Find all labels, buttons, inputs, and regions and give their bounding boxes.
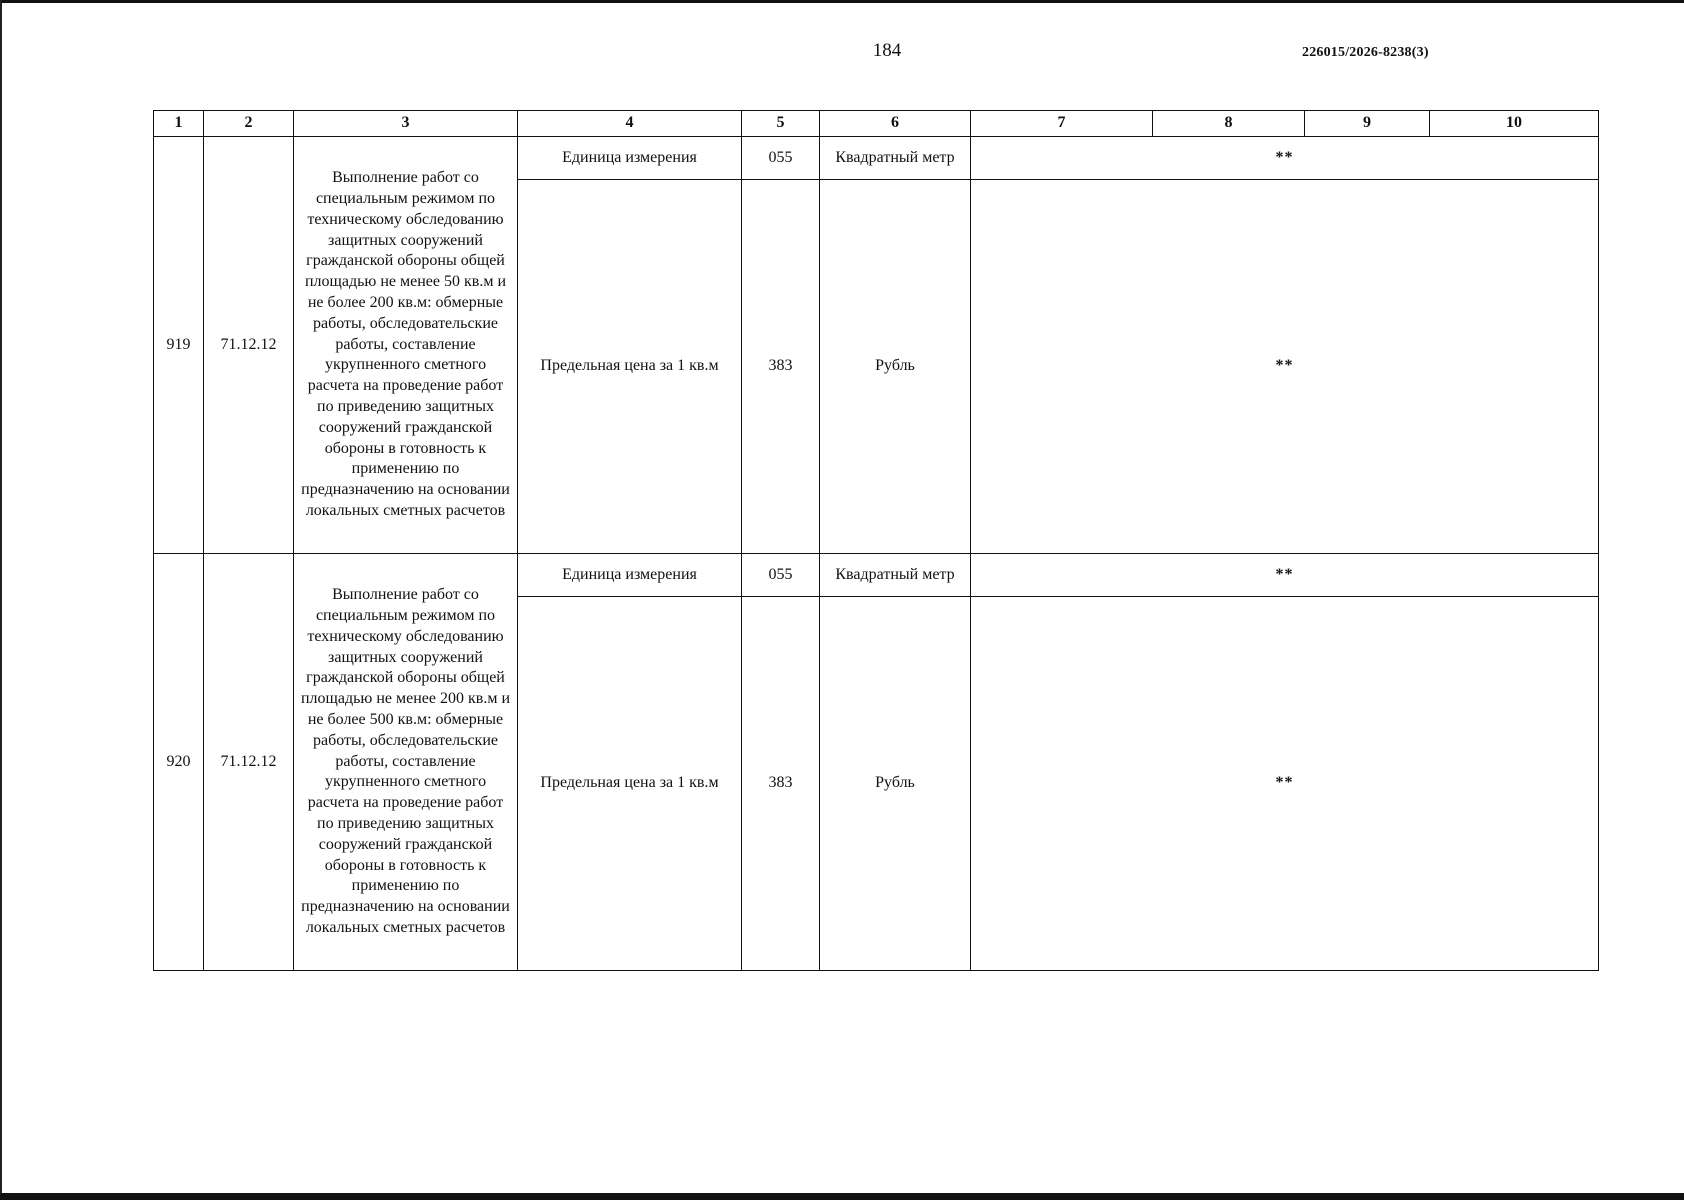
header-col-4: 4 (518, 111, 742, 137)
characteristic-name: Предельная цена за 1 кв.м (518, 180, 742, 554)
okei-code: 055 (742, 554, 820, 597)
header-col-1: 1 (154, 111, 204, 137)
header-col-10: 10 (1430, 111, 1599, 137)
unit-name: Рубль (820, 180, 971, 554)
header-col-2: 2 (204, 111, 294, 137)
unit-name: Рубль (820, 597, 971, 971)
header-col-9: 9 (1305, 111, 1430, 137)
okpd-code: 71.12.12 (204, 137, 294, 554)
header-col-5: 5 (742, 111, 820, 137)
row-number: 920 (154, 554, 204, 971)
unit-name: Квадратный метр (820, 137, 971, 180)
header-col-6: 6 (820, 111, 971, 137)
catalog-table (153, 110, 1599, 971)
scan-border-top (0, 0, 1684, 3)
document-id: 226015/2026-8238(3) (1302, 45, 1429, 60)
scan-border-bottom (0, 1193, 1684, 1200)
row-number: 919 (154, 137, 204, 554)
characteristic-value: ** (971, 554, 1599, 597)
characteristic-value: ** (971, 180, 1599, 554)
scan-border-left (0, 0, 2, 1200)
characteristic-name: Предельная цена за 1 кв.м (518, 597, 742, 971)
okei-code: 383 (742, 180, 820, 554)
header-row (154, 111, 1599, 137)
okei-code: 055 (742, 137, 820, 180)
table-row (154, 554, 1599, 597)
item-description: Выполнение работ со специальным режимом по техническому обследованию защитных сооружений гражданской обороны общей площадью не менее 200 кв.м и не более 500 кв.м: обмерные работы, обследовательские работы, составление укрупненного сметного расчета на проведение работ по приведению защитных сооружений гражданской обороны в готовность к применению по предназначению на основании локальных сметных расчетов (294, 554, 518, 971)
characteristic-name: Единица измерения (518, 137, 742, 180)
page-number: 184 (872, 40, 902, 61)
header-col-8: 8 (1153, 111, 1305, 137)
okei-code: 383 (742, 597, 820, 971)
okpd-code: 71.12.12 (204, 554, 294, 971)
header-col-3: 3 (294, 111, 518, 137)
characteristic-value: ** (971, 137, 1599, 180)
item-description: Выполнение работ со специальным режимом по техническому обследованию защитных сооружений гражданской обороны общей площадью не менее 50 кв.м и не более 200 кв.м: обмерные работы, обследовательские работы, составление укрупненного сметного расчета на проведение работ по приведению защитных сооружений гражданской обороны в готовность к применению по предназначению на основании локальных сметных расчетов (294, 137, 518, 554)
header-col-7: 7 (971, 111, 1153, 137)
characteristic-value: ** (971, 597, 1599, 971)
unit-name: Квадратный метр (820, 554, 971, 597)
table-row (154, 137, 1599, 180)
characteristic-name: Единица измерения (518, 554, 742, 597)
